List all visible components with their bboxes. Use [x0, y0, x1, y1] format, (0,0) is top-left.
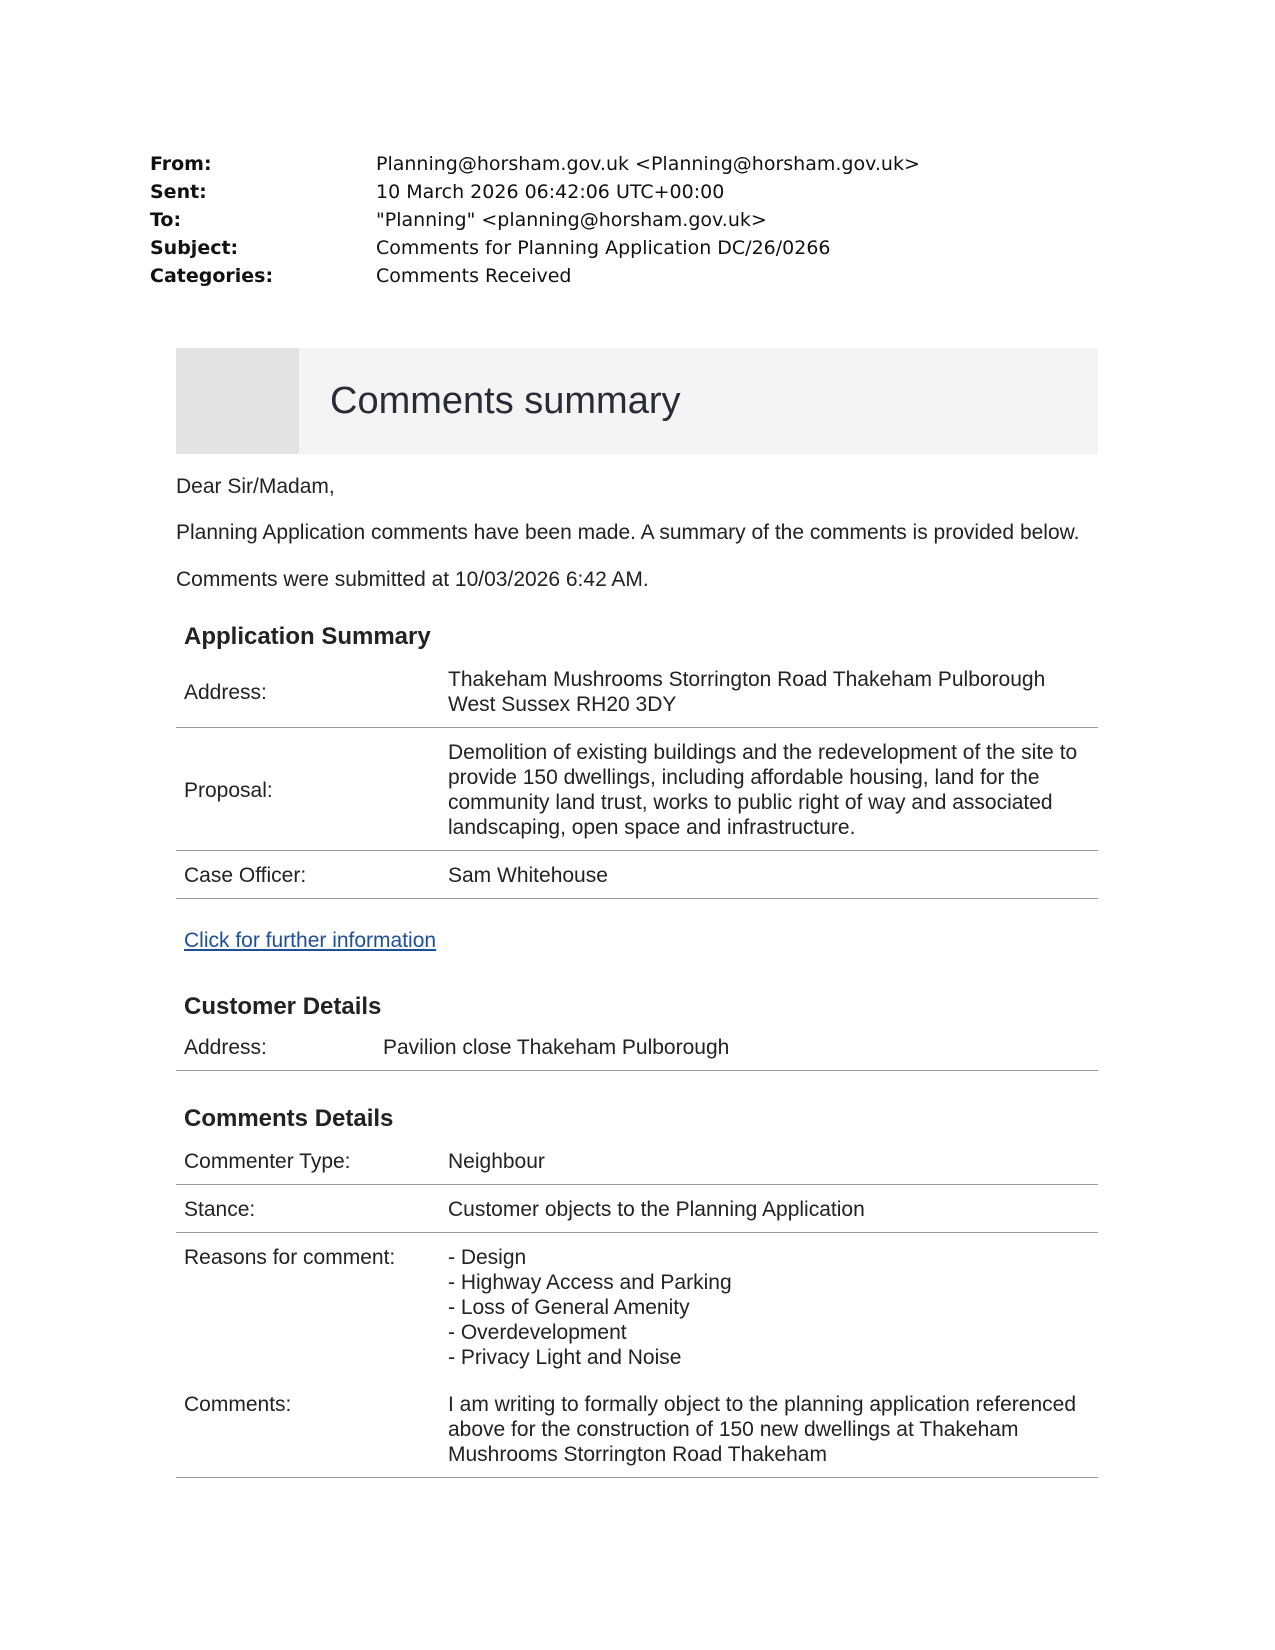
to-value: "Planning" <planning@horsham.gov.uk> [376, 209, 767, 231]
further-info-row [176, 929, 1098, 953]
application-summary-table [176, 655, 1098, 899]
table-row [176, 728, 1098, 851]
table-row [176, 851, 1098, 899]
greeting: Dear Sir/Madam, [176, 475, 335, 498]
reasons-value [440, 1233, 1098, 1381]
proposal-value: Demolition of existing buildings and the redevelopment of the site to provide 150 dwellings, including affordable housing, land for the community land trust, works to public right of way and associated landscaping, open space and infrastructure. [440, 728, 1098, 851]
stance-value: Customer objects to the Planning Application [440, 1185, 1098, 1233]
banner-title: Comments summary [330, 380, 681, 422]
list-item: - Loss of General Amenity [448, 1296, 690, 1319]
list-item: - Design [448, 1246, 527, 1269]
customer-address-value: Pavilion close Thakeham Pulborough [375, 1023, 1098, 1071]
table-row [176, 1233, 1098, 1381]
comments-details-table [176, 1137, 1098, 1478]
sent-label: Sent: [150, 181, 207, 203]
categories-row [150, 262, 1050, 290]
case-officer-label: Case Officer: [176, 851, 440, 899]
from-value: Planning@horsham.gov.uk <Planning@horsham.gov.uk> [376, 153, 920, 175]
list-item: - Privacy Light and Noise [448, 1346, 682, 1369]
stance-label: Stance: [176, 1185, 440, 1233]
list-item: - Overdevelopment [448, 1321, 627, 1344]
from-label: From: [150, 153, 212, 175]
proposal-label: Proposal: [176, 728, 440, 851]
subject-label: Subject: [150, 237, 239, 259]
summary-banner [176, 348, 1098, 454]
table-row [176, 1380, 1098, 1478]
table-row [176, 1185, 1098, 1233]
application-summary-heading: Application Summary [184, 623, 431, 650]
submitted-text: Comments were submitted at 10/03/2026 6:42 AM. [176, 568, 649, 591]
table-row [176, 1023, 1098, 1071]
banner-side-block [176, 348, 299, 454]
table-row [176, 1137, 1098, 1185]
customer-details-table [176, 1023, 1098, 1071]
customer-address-label: Address: [176, 1023, 375, 1071]
list-item: - Highway Access and Parking [448, 1271, 732, 1294]
sent-row [150, 178, 1050, 206]
commenter-type-value: Neighbour [440, 1137, 1098, 1185]
further-info-link[interactable]: Click for further information [184, 929, 437, 952]
comments-label: Comments: [176, 1380, 440, 1478]
reasons-list [448, 1245, 1090, 1370]
to-label: To: [150, 209, 182, 231]
comments-value: I am writing to formally object to the planning application referenced above for the construction of 150 new dwellings at Thakeham Mushrooms Storrington Road Thakeham [440, 1380, 1098, 1478]
case-officer-value: Sam Whitehouse [440, 851, 1098, 899]
address-label: Address: [176, 655, 440, 728]
address-value: Thakeham Mushrooms Storrington Road Thakeham Pulborough West Sussex RH20 3DY [440, 655, 1098, 728]
commenter-type-label: Commenter Type: [176, 1137, 440, 1185]
reasons-label: Reasons for comment: [184, 1246, 396, 1269]
comments-details-heading: Comments Details [184, 1105, 394, 1132]
customer-details-heading: Customer Details [184, 993, 382, 1020]
subject-row [150, 234, 1050, 262]
sent-value: 10 March 2026 06:42:06 UTC+00:00 [376, 181, 725, 203]
intro-text: Planning Application comments have been made. A summary of the comments is provided below. [176, 521, 1080, 544]
categories-value: Comments Received [376, 265, 572, 287]
categories-label: Categories: [150, 265, 274, 287]
subject-value: Comments for Planning Application DC/26/0266 [376, 237, 831, 259]
to-row [150, 206, 1050, 234]
table-row [176, 655, 1098, 728]
email-header [150, 150, 1050, 290]
email-body [176, 348, 1098, 1478]
from-row [150, 150, 1050, 178]
